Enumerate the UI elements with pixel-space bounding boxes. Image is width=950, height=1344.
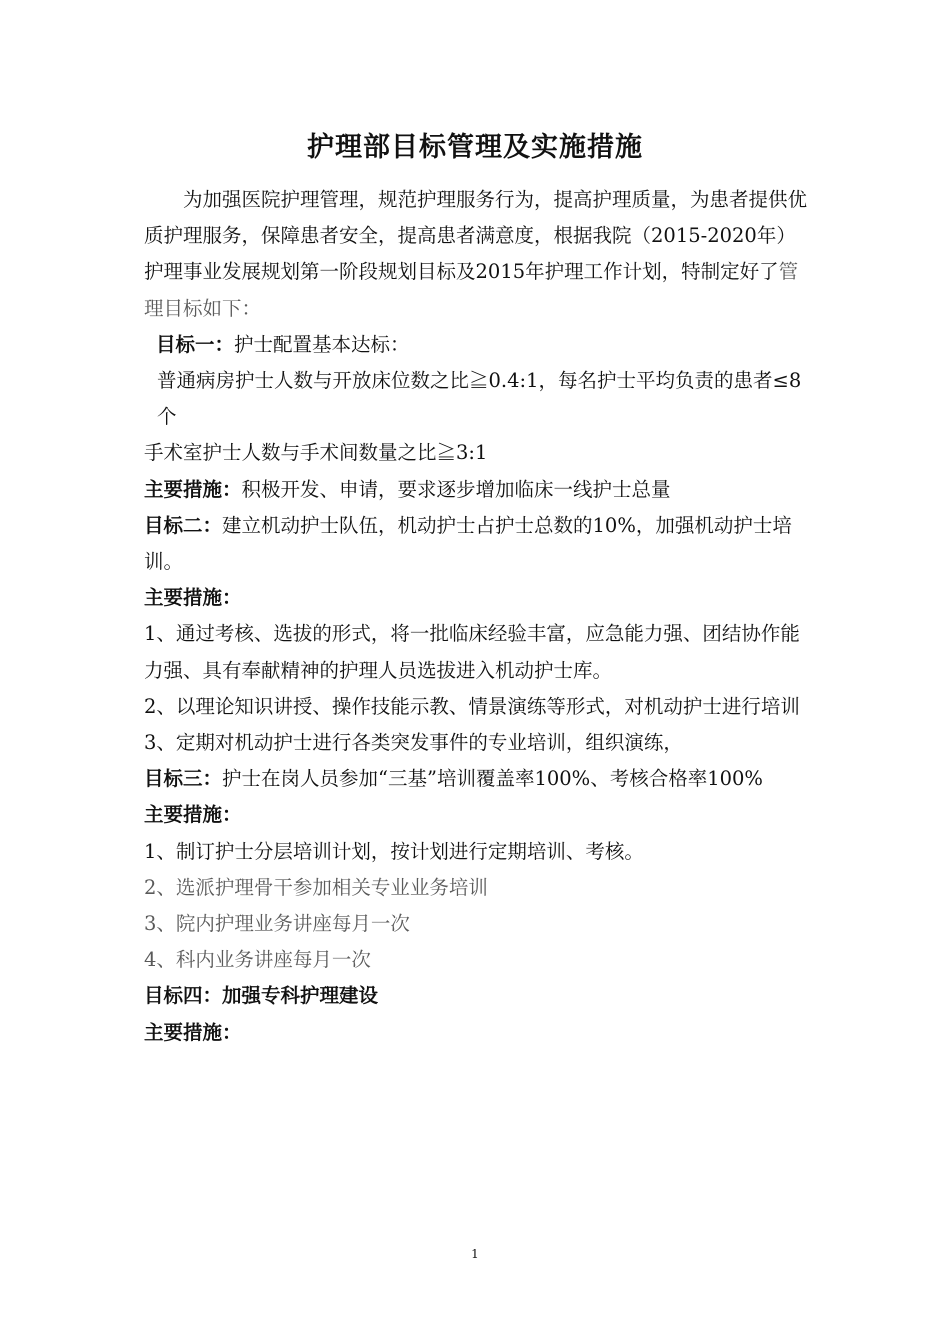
goal1-heading — [144, 327, 808, 363]
goal1-line1: 普通病房护士人数与开放床位数之比≧0.4:1，每名护士平均负责的患者≤8个 — [157, 369, 802, 429]
goal4-measure-label: 主要措施： — [144, 1020, 242, 1044]
goal2-label: 目标二： — [144, 513, 223, 537]
goal1-measure — [144, 472, 808, 508]
goal1-line2: 手术室护士人数与手术间数量之比≧3:1 — [144, 441, 488, 465]
goal2-measure-label: 主要措施： — [144, 586, 242, 610]
goal3-item: 2、选派护理骨干参加相关专业业务培训 — [144, 875, 488, 899]
goal2-heading — [144, 508, 808, 580]
page-number: 1 — [471, 1247, 479, 1261]
goal1-label: 目标一： — [156, 332, 235, 356]
goal3-item: 1、制订护士分层培训计划，按计划进行定期培训、考核。 — [144, 839, 644, 863]
document-body — [144, 182, 808, 1051]
goal3-item: 4、科内业务讲座每月一次 — [144, 948, 371, 972]
document-title: 护理部目标管理及实施措施 — [307, 132, 643, 163]
goal2-item: 2、以理论知识讲授、操作技能示教、情景演练等形式，对机动护士进行培训 — [144, 694, 800, 718]
goal3-label: 目标三： — [144, 767, 223, 791]
intro-tail: 管理目标如下： — [144, 260, 799, 320]
intro-text: 为加强医院护理管理，规范护理服务行为，提高护理质量，为患者提供优质护理服务，保障患者安全，提高患者满意度，根据我院（2015-2020年）护理事业发展规划第一阶段规划目标及2015年护理工作计划，特制定好了 — [144, 188, 808, 284]
goal1-measure-text: 积极开发、申请，要求逐步增加临床一线护士总量 — [241, 477, 671, 501]
goal2-item: 1、通过考核、选拔的形式，将一批临床经验丰富，应急能力强、团结协作能力强、具有奉献精神的护理人员选拔进入机动护士库。 — [144, 622, 800, 682]
intro-paragraph — [144, 182, 808, 327]
goal4-heading: 目标四：加强专科护理建设 — [144, 984, 379, 1008]
goal1-text: 护士配置基本达标： — [234, 332, 410, 356]
goal2-text: 建立机动护士队伍，机动护士占护士总数的10%，加强机动护士培训。 — [144, 513, 792, 574]
goal3-text: 护士在岗人员参加“三基”培训覆盖率100%、考核合格率100% — [222, 767, 763, 791]
goal1-measure-label: 主要措施： — [144, 477, 242, 501]
goal3-item: 3、院内护理业务讲座每月一次 — [144, 912, 410, 936]
goal3-heading — [144, 761, 808, 797]
goal2-item: 3、定期对机动护士进行各类突发事件的专业培训，组织演练， — [144, 731, 683, 755]
goal3-measure-label: 主要措施： — [144, 803, 242, 827]
